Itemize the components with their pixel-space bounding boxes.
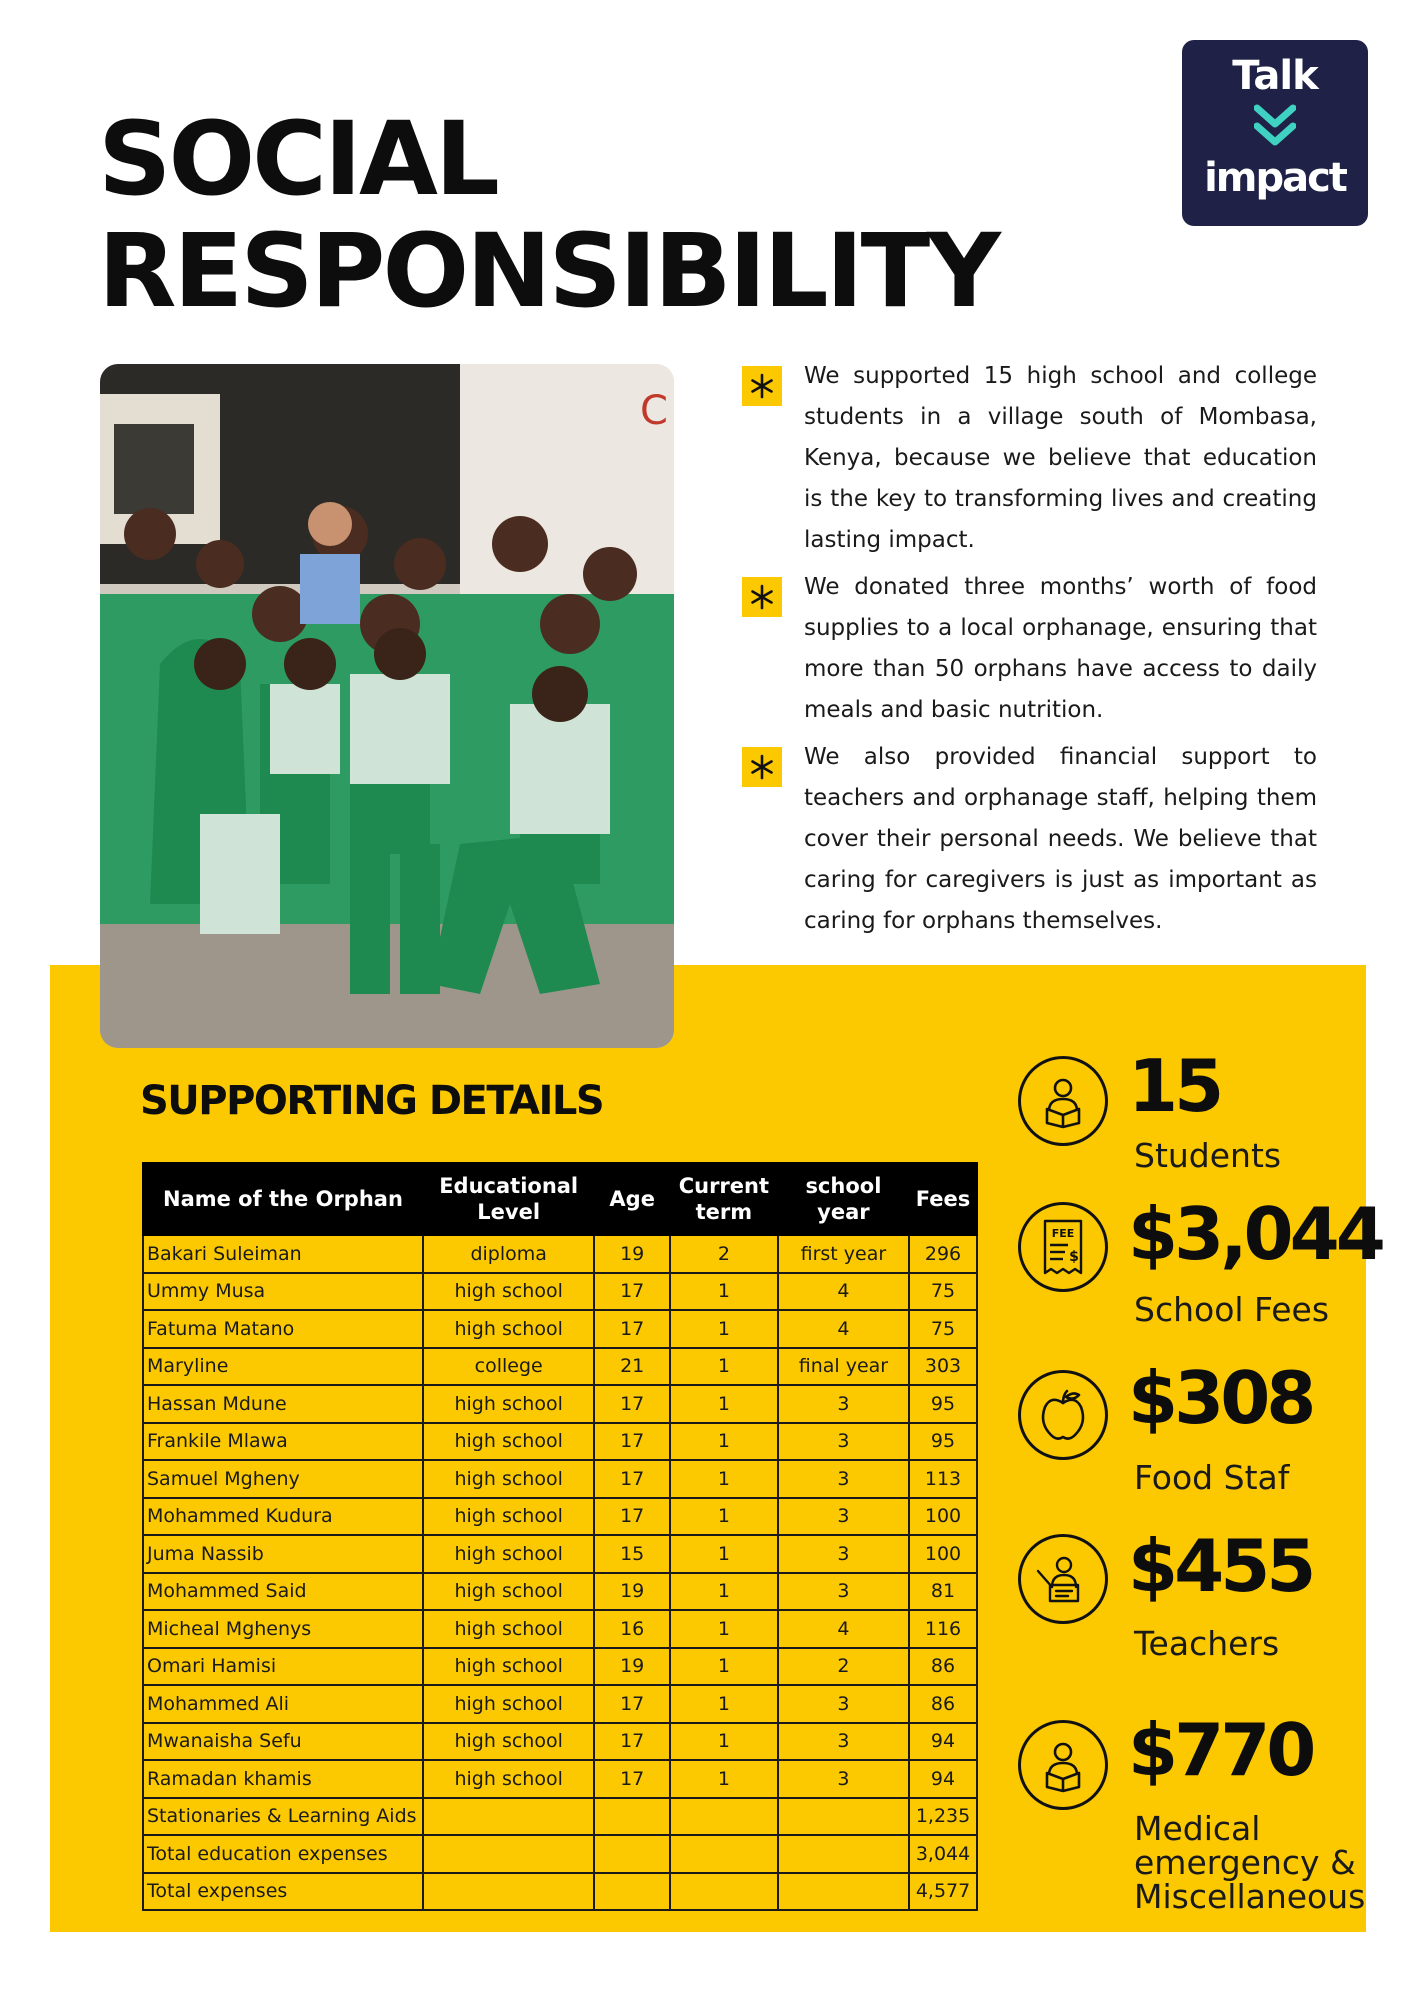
table-cell: high school: [423, 1648, 594, 1686]
table-cell: [594, 1798, 670, 1836]
table-cell: 303: [909, 1348, 977, 1386]
table-cell: Fatuma Matano: [143, 1310, 423, 1348]
stat-label: School Fees: [1134, 1290, 1330, 1329]
table-row: [143, 1648, 977, 1686]
column-header: school year: [778, 1163, 909, 1235]
table-cell: first year: [778, 1235, 909, 1273]
highlight-text: We also provided financial support to teachers and orphanage staff, helping them cover their personal needs. We believe that caring for caregivers is just as important as caring for orphans themselves.: [804, 744, 1317, 934]
table-cell: 15: [594, 1535, 670, 1573]
table-cell: 17: [594, 1460, 670, 1498]
table-cell: 3: [778, 1385, 909, 1423]
table-cell: 95: [909, 1385, 977, 1423]
asterisk-icon: [742, 366, 782, 406]
table-cell: high school: [423, 1610, 594, 1648]
table-cell: high school: [423, 1760, 594, 1798]
highlights-list: [742, 356, 1317, 948]
table-cell: 3: [778, 1423, 909, 1461]
table-row: [143, 1310, 977, 1348]
table-cell: 1: [670, 1385, 778, 1423]
highlight-item: [742, 567, 1317, 731]
students-group-photo: [100, 364, 674, 1048]
table-row: [143, 1385, 977, 1423]
table-row: [143, 1685, 977, 1723]
table-cell: Mohammed Said: [143, 1573, 423, 1611]
table-cell: 17: [594, 1723, 670, 1761]
table-cell: 4: [778, 1310, 909, 1348]
table-cell: Samuel Mgheny: [143, 1460, 423, 1498]
logo-text-top: Talk: [1232, 53, 1318, 99]
table-row: [143, 1873, 977, 1911]
table-cell: 4,577: [909, 1873, 977, 1911]
stat-value: $3,044: [1128, 1192, 1382, 1276]
table-cell: 3: [778, 1460, 909, 1498]
table-cell: 19: [594, 1235, 670, 1273]
highlight-item: [742, 737, 1317, 942]
table-cell: 19: [594, 1573, 670, 1611]
table-cell: [778, 1835, 909, 1873]
table-row: [143, 1798, 977, 1836]
table-cell: 3,044: [909, 1835, 977, 1873]
table-row: [143, 1348, 977, 1386]
student-reading-icon: [1018, 1056, 1108, 1146]
logo-text-bottom: impact: [1204, 155, 1346, 201]
table-cell: Stationaries & Learning Aids: [143, 1798, 423, 1836]
table-cell: Mohammed Ali: [143, 1685, 423, 1723]
table-cell: 1: [670, 1610, 778, 1648]
table-cell: 86: [909, 1648, 977, 1686]
table-cell: 21: [594, 1348, 670, 1386]
svg-text:FEE: FEE: [1051, 1227, 1075, 1240]
table-cell: [670, 1873, 778, 1911]
table-cell: 19: [594, 1648, 670, 1686]
asterisk-icon: [742, 577, 782, 617]
table-cell: 94: [909, 1760, 977, 1798]
table-cell: 4: [778, 1273, 909, 1311]
table-row: [143, 1610, 977, 1648]
table-cell: 1: [670, 1723, 778, 1761]
table-cell: high school: [423, 1423, 594, 1461]
table-cell: Juma Nassib: [143, 1535, 423, 1573]
table-cell: [423, 1798, 594, 1836]
highlight-text: We supported 15 high school and college students in a village south of Mombasa, Kenya, because we believe that education is the key to transforming lives and creating lasting impact.: [804, 363, 1317, 553]
table-cell: 1: [670, 1273, 778, 1311]
table-cell: [670, 1835, 778, 1873]
table-row: [143, 1498, 977, 1536]
table-cell: 17: [594, 1685, 670, 1723]
stat-label-line: emergency &: [1134, 1843, 1356, 1882]
table-cell: high school: [423, 1460, 594, 1498]
table-row: [143, 1235, 977, 1273]
table-cell: 1: [670, 1573, 778, 1611]
table-row: [143, 1723, 977, 1761]
table-cell: [778, 1873, 909, 1911]
table-cell: Total education expenses: [143, 1835, 423, 1873]
asterisk-icon: [742, 747, 782, 787]
table-cell: Mohammed Kudura: [143, 1498, 423, 1536]
column-header: Educational Level: [423, 1163, 594, 1235]
table-cell: 1: [670, 1498, 778, 1536]
table-cell: [594, 1873, 670, 1911]
table-cell: 17: [594, 1760, 670, 1798]
table-cell: high school: [423, 1685, 594, 1723]
table-cell: 1,235: [909, 1798, 977, 1836]
talk-impact-logo: [1182, 40, 1368, 226]
table-cell: 100: [909, 1535, 977, 1573]
table-cell: high school: [423, 1385, 594, 1423]
table-cell: 17: [594, 1310, 670, 1348]
table-row: [143, 1573, 977, 1611]
table-cell: 296: [909, 1235, 977, 1273]
table-cell: 94: [909, 1723, 977, 1761]
table-cell: high school: [423, 1310, 594, 1348]
table-cell: 1: [670, 1535, 778, 1573]
table-cell: 17: [594, 1423, 670, 1461]
table-body: [143, 1235, 977, 1910]
table-row: [143, 1835, 977, 1873]
table-cell: high school: [423, 1573, 594, 1611]
title-line-1: SOCIAL: [98, 100, 497, 219]
table-cell: 3: [778, 1498, 909, 1536]
table-cell: 1: [670, 1760, 778, 1798]
table-cell: 1: [670, 1648, 778, 1686]
table-row: [143, 1460, 977, 1498]
stat-label: Teachers: [1134, 1624, 1280, 1663]
table-row: [143, 1535, 977, 1573]
table-cell: 3: [778, 1573, 909, 1611]
table-cell: final year: [778, 1348, 909, 1386]
table-row: [143, 1423, 977, 1461]
table-cell: Maryline: [143, 1348, 423, 1386]
table-cell: 100: [909, 1498, 977, 1536]
svg-text:C: C: [640, 388, 668, 434]
teacher-icon: [1018, 1534, 1108, 1624]
page-title: [98, 100, 999, 331]
table-cell: college: [423, 1348, 594, 1386]
table-cell: 75: [909, 1310, 977, 1348]
table-cell: high school: [423, 1273, 594, 1311]
table-cell: [423, 1835, 594, 1873]
supporting-details-title: SUPPORTING DETAILS: [140, 1078, 604, 1124]
table-cell: 1: [670, 1348, 778, 1386]
apple-icon: [1018, 1370, 1108, 1460]
table-cell: high school: [423, 1498, 594, 1536]
table-cell: Hassan Mdune: [143, 1385, 423, 1423]
table-cell: 3: [778, 1723, 909, 1761]
table-cell: Ummy Musa: [143, 1273, 423, 1311]
column-header: Age: [594, 1163, 670, 1235]
table-cell: 95: [909, 1423, 977, 1461]
stat-label: Students: [1134, 1136, 1282, 1175]
table-cell: 1: [670, 1310, 778, 1348]
column-header: Current term: [670, 1163, 778, 1235]
stat-label: [1134, 1809, 1366, 1916]
double-chevron-down-icon: [1254, 104, 1296, 148]
table-cell: high school: [423, 1723, 594, 1761]
table-cell: 4: [778, 1610, 909, 1648]
table-cell: 17: [594, 1498, 670, 1536]
table-cell: 86: [909, 1685, 977, 1723]
svg-text:$: $: [1069, 1249, 1079, 1265]
table-row: [143, 1760, 977, 1798]
table-cell: 1: [670, 1685, 778, 1723]
stat-label-line: Medical: [1134, 1809, 1261, 1848]
table-cell: [670, 1798, 778, 1836]
highlight-item: [742, 356, 1317, 561]
fee-receipt-icon: [1018, 1202, 1108, 1292]
table-cell: Bakari Suleiman: [143, 1235, 423, 1273]
table-cell: diploma: [423, 1235, 594, 1273]
table-cell: 116: [909, 1610, 977, 1648]
stat-label: Food Staf: [1134, 1458, 1290, 1497]
table-cell: Mwanaisha Sefu: [143, 1723, 423, 1761]
title-line-2: RESPONSIBILITY: [98, 212, 999, 331]
orphan-expenses-table: [142, 1162, 978, 1911]
table-cell: 1: [670, 1423, 778, 1461]
table-cell: 3: [778, 1685, 909, 1723]
table-cell: Frankile Mlawa: [143, 1423, 423, 1461]
table-cell: Micheal Mghenys: [143, 1610, 423, 1648]
table-cell: 113: [909, 1460, 977, 1498]
highlight-text: We donated three months’ worth of food supplies to a local orphanage, ensuring that more than 50 orphans have access to daily meals and basic nutrition.: [804, 574, 1317, 723]
table-cell: 17: [594, 1273, 670, 1311]
table-cell: Total expenses: [143, 1873, 423, 1911]
table-cell: [594, 1835, 670, 1873]
table-cell: 3: [778, 1535, 909, 1573]
table-cell: Ramadan khamis: [143, 1760, 423, 1798]
stat-label-line: Miscellaneous: [1134, 1877, 1366, 1916]
table-cell: 16: [594, 1610, 670, 1648]
table-cell: 81: [909, 1573, 977, 1611]
table-row: [143, 1273, 977, 1311]
table-cell: Omari Hamisi: [143, 1648, 423, 1686]
table-cell: 1: [670, 1460, 778, 1498]
student-reading-icon: [1018, 1720, 1108, 1810]
table-cell: high school: [423, 1535, 594, 1573]
table-cell: [778, 1798, 909, 1836]
table-header-row: [143, 1163, 977, 1235]
stat-value: 15: [1128, 1044, 1221, 1128]
stat-value: $455: [1128, 1524, 1313, 1608]
stat-value: $770: [1128, 1708, 1313, 1792]
table-cell: 75: [909, 1273, 977, 1311]
table-cell: 17: [594, 1385, 670, 1423]
stat-value: $308: [1128, 1356, 1313, 1440]
column-header: Fees: [909, 1163, 977, 1235]
table-cell: 3: [778, 1760, 909, 1798]
table-cell: 2: [670, 1235, 778, 1273]
column-header: Name of the Orphan: [143, 1163, 423, 1235]
table-cell: [423, 1873, 594, 1911]
table-cell: 2: [778, 1648, 909, 1686]
